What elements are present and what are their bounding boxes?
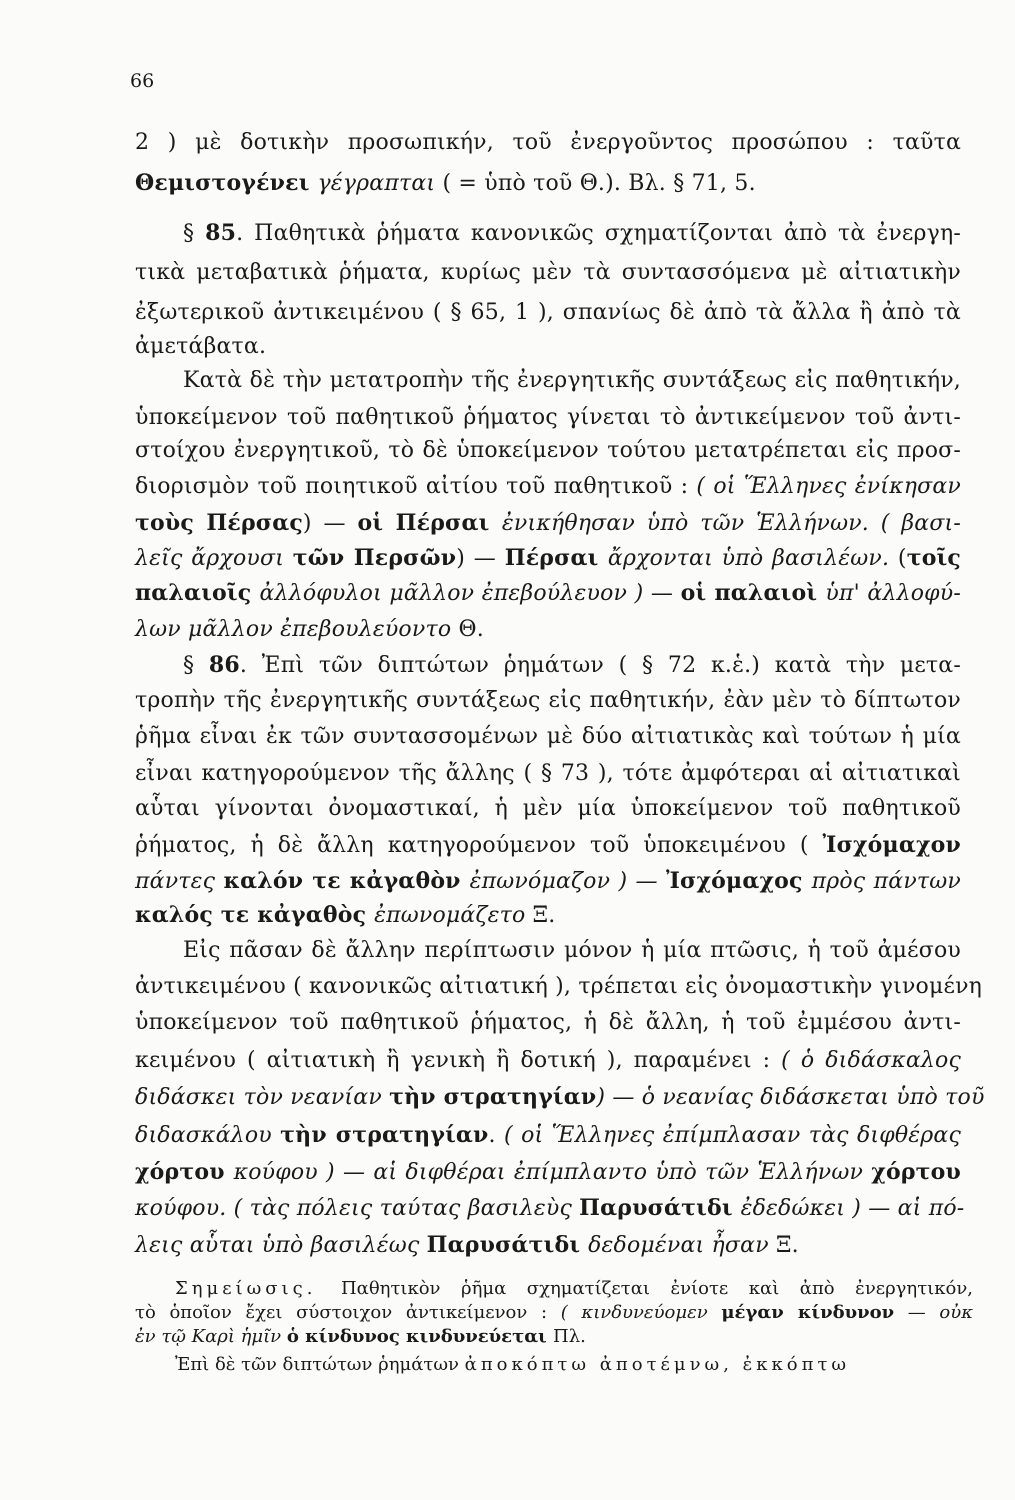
text-segment: χόρτου — [135, 1159, 234, 1185]
text-segment: Ἐπὶ δὲ τῶν διπτώτων ῥημάτων — [175, 1354, 465, 1375]
text-line — [135, 686, 961, 716]
text-line — [135, 403, 961, 433]
text-segment: ( ὁ διδάσκαλος — [781, 1048, 961, 1073]
text-line — [135, 1193, 965, 1224]
text-line — [135, 1157, 961, 1188]
text-segment: χόρτου — [871, 1159, 961, 1185]
text-segment: τοὺς Πέρσας — [135, 510, 303, 536]
text-segment: στοίχου ἐνεργητικοῦ, τὸ δὲ ὑποκείμενον τούτου μετατρέπεται εἰς προσ- — [135, 438, 961, 463]
text-segment: ) — — [456, 546, 505, 571]
text-segment: αὗται γίνονται ὀνομαστικαί, ἡ μὲν μία ὑποκείμενον τοῦ παθητικοῦ — [135, 796, 961, 821]
note-line — [135, 1352, 973, 1378]
text-segment: — οὐκ — [894, 1302, 973, 1323]
text-line — [135, 936, 961, 966]
text-segment: ( — [897, 546, 907, 571]
text-segment: Παρυσάτιδι — [426, 1232, 589, 1258]
text-line — [135, 258, 961, 288]
text-line — [135, 298, 961, 328]
text-line — [135, 578, 961, 609]
text-segment: Θεμιστογένει — [135, 170, 318, 196]
text-segment: Θ. — [458, 617, 484, 642]
text-segment: μέγαν κίνδυνον — [721, 1302, 895, 1323]
text-segment: τῶν Περσῶν — [292, 545, 457, 571]
text-line — [135, 900, 961, 931]
text-line — [135, 508, 961, 539]
text-line — [135, 794, 961, 824]
text-segment: ἀλλόφυλοι μᾶλλον ἐπεβούλευον ) — — [259, 581, 681, 606]
text-segment: ῥῆμα εἶναι ἐκ τῶν συντασσομένων μὲ δύο αἰτιατικὰς καὶ τούτων ἡ μία — [135, 724, 961, 749]
text-segment: § — [183, 221, 206, 246]
text-segment: . — [488, 1123, 505, 1148]
text-line — [135, 1008, 961, 1038]
text-segment: ( οἱ Ἕλληνες ἐπίμπλασαν τὰς διφθέρας — [504, 1123, 961, 1148]
text-segment: καλός τε κἀγαθὸς — [135, 902, 375, 928]
text-segment: ἐξωτερικοῦ ἀντικειμένου ( § 65, 1 ), σπανίως δὲ ἀπὸ τὰ ἄλλα ἢ ἀπὸ τὰ — [135, 300, 961, 325]
text-line — [135, 1046, 961, 1076]
text-line — [135, 866, 961, 897]
text-segment: Σημείωσις. — [175, 1278, 341, 1299]
text-segment: ὑποκείμενον τοῦ παθητικοῦ ῥήματος, ἡ δὲ ἄλλη, ἡ τοῦ ἐμμέσου ἀντι- — [135, 1010, 961, 1035]
text-segment: ἐνικήθησαν ὑπὸ τῶν Ἑλλήνων. ( βασι- — [501, 511, 962, 536]
text-line — [135, 128, 961, 158]
text-segment: ὑποκείμενον τοῦ παθητικοῦ ῥήματος γίνεται τὸ ἀντικείμενον τοῦ ἀντι- — [135, 405, 961, 430]
text-segment: ἀντικειμένου ( κανονικῶς αἰτιατική ), τρέπεται εἰς ὀνομαστικὴν γινομένη — [135, 974, 983, 999]
text-line — [135, 722, 961, 752]
text-segment: λεις αὗται ὑπὸ βασιλέως — [135, 1233, 427, 1258]
text-segment: 85 — [205, 220, 237, 246]
text-line — [135, 650, 961, 681]
text-segment: οἱ Πέρσαι — [357, 510, 502, 536]
text-segment: . Ἐπὶ τῶν διπτώτων ῥημάτων ( § 72 κ.ἑ.) κατὰ τὴν μετα- — [239, 653, 961, 678]
note-line — [135, 1276, 973, 1302]
text-line — [135, 972, 983, 1002]
text-segment: εἶναι κατηγορούμενον τῆς ἄλλης ( § 73 ), τότε ἀμφότεραι αἱ αἰτιατικαὶ — [135, 761, 961, 786]
text-line — [135, 1120, 961, 1151]
text-segment: κειμένου ( αἰτιατικὴ ἢ γενικὴ ἢ δοτική ), παραμένει : — [135, 1048, 782, 1073]
text-segment: ) — ὁ νεανίας διδάσκεται ὑπὸ τοῦ — [596, 1085, 985, 1110]
text-segment: παλαιοῖς — [135, 580, 260, 606]
text-line — [135, 366, 961, 396]
text-segment: τροπὴν τῆς ἐνεργητικῆς συντάξεως εἰς παθητικήν, ἐὰν μὲν τὸ δίπτωτον — [135, 688, 961, 713]
text-segment: κούφου ) — αἱ διφθέραι ἐπίμπλαντο ὑπὸ τῶν Ἑλλήνων — [233, 1160, 872, 1185]
text-segment: Παθητικὸν ῥῆμα σχηματίζεται ἐνίοτε καὶ ἀπὸ ἐνεργητικόν, — [340, 1278, 973, 1299]
text-segment: τὴν στρατηγίαν — [280, 1122, 489, 1148]
text-segment: ἐπωνόμαζον ) — — [469, 869, 667, 894]
text-segment: γέγραπται — [317, 171, 436, 196]
text-segment: § — [183, 653, 209, 678]
text-segment: τὴν στρατηγίαν — [389, 1084, 597, 1110]
text-segment: ἀποκόπτω ἀποτέμνω, ἐκκόπτω — [464, 1354, 851, 1375]
text-line — [135, 218, 961, 249]
text-line — [135, 759, 961, 789]
text-segment: Πλ. — [553, 1326, 586, 1347]
text-line — [135, 472, 961, 502]
note-line — [135, 1324, 973, 1350]
text-segment: τοῖς — [906, 545, 962, 571]
text-segment: διδασκάλου — [135, 1123, 281, 1148]
text-segment: οἱ παλαιοὶ — [680, 580, 826, 606]
text-segment: ἐδεδώκει ) — αἱ πό- — [740, 1196, 965, 1221]
text-segment: ἄρχονται ὑπὸ βασιλέων. — [607, 546, 898, 571]
text-line — [135, 1082, 985, 1113]
text-segment: διδάσκει τὸν νεανίαν — [135, 1085, 390, 1110]
text-segment: τὸ ὁποῖον ἔχει σύστοιχον ἀντικείμενον : — [135, 1302, 561, 1323]
text-segment: 86 — [208, 652, 240, 678]
text-segment: ) — — [302, 511, 358, 536]
text-segment: ἀμετάβατα. — [135, 334, 267, 359]
text-line — [135, 436, 961, 466]
text-segment: πρὸς πάντων — [811, 869, 961, 894]
text-segment: καλόν τε κἀγαθὸν — [223, 868, 470, 894]
text-line — [135, 332, 961, 362]
text-segment: Ἰσχόμαχον — [822, 832, 961, 858]
text-segment: ῥήματος, ἡ δὲ ἄλλη κατηγορούμενον τοῦ ὑποκειμένου ( — [135, 833, 823, 858]
text-segment: Ἰσχόμαχος — [666, 868, 812, 894]
text-segment: πάντες — [135, 869, 224, 894]
text-segment: Ξ. — [775, 1233, 799, 1258]
text-line — [135, 168, 961, 199]
text-segment: διορισμὸν τοῦ ποιητικοῦ αἰτίου τοῦ παθητικοῦ : — [135, 474, 697, 499]
text-segment: δεδομέναι ἦσαν — [588, 1233, 776, 1258]
note-line — [135, 1300, 973, 1326]
text-segment: λων μᾶλλον ἐπεβουλεύοντο — [135, 617, 459, 642]
text-segment: Κατὰ δὲ τὴν μετατροπὴν τῆς ἐνεργητικῆς συντάξεως εἰς παθητικήν, — [183, 368, 961, 393]
page-number: 66 — [130, 70, 155, 92]
text-segment: ἐν τῷ Καρὶ ἡμῖν — [135, 1326, 287, 1347]
text-line — [135, 830, 961, 861]
text-line — [135, 1230, 961, 1261]
text-segment: ( = ὑπὸ τοῦ Θ.). Βλ. § 71, 5. — [435, 171, 756, 196]
text-segment: ἐπωνομάζετο — [374, 903, 533, 928]
text-segment: ( οἱ Ἕλληνες ἐνίκησαν — [696, 474, 961, 499]
text-segment: 2 ) μὲ δοτικὴν προσωπικήν, τοῦ ἐνεργοῦντος προσώπου : ταῦτα — [135, 130, 961, 155]
text-segment: Παρυσάτιδι — [579, 1195, 741, 1221]
text-line — [135, 543, 961, 574]
text-segment: Ξ. — [532, 903, 556, 928]
text-segment: Πέρσαι — [504, 545, 608, 571]
text-segment: κούφου. ( τὰς πόλεις ταύτας βασιλεὺς — [135, 1196, 580, 1221]
text-line — [135, 615, 961, 645]
text-segment: τικὰ μεταβατικὰ ῥήματα, κυρίως μὲν τὰ συντασσόμενα μὲ αἰτιατικὴν — [135, 260, 961, 285]
text-segment: . Παθητικὰ ῥήματα κανονικῶς σχηματίζονται ἀπὸ τὰ ἐνεργη- — [236, 221, 961, 246]
text-segment: λεῖς ἄρχουσι — [135, 546, 293, 571]
text-segment: ὁ κίνδυνος κινδυνεύεται — [286, 1326, 554, 1347]
text-segment: ὑπ' ἀλλοφύ- — [825, 581, 961, 606]
text-segment: Εἰς πᾶσαν δὲ ἄλλην περίπτωσιν μόνον ἡ μία πτῶσις, ἡ τοῦ ἀμέσου — [183, 938, 961, 963]
text-segment: ( κινδυνεύομεν — [560, 1302, 722, 1323]
